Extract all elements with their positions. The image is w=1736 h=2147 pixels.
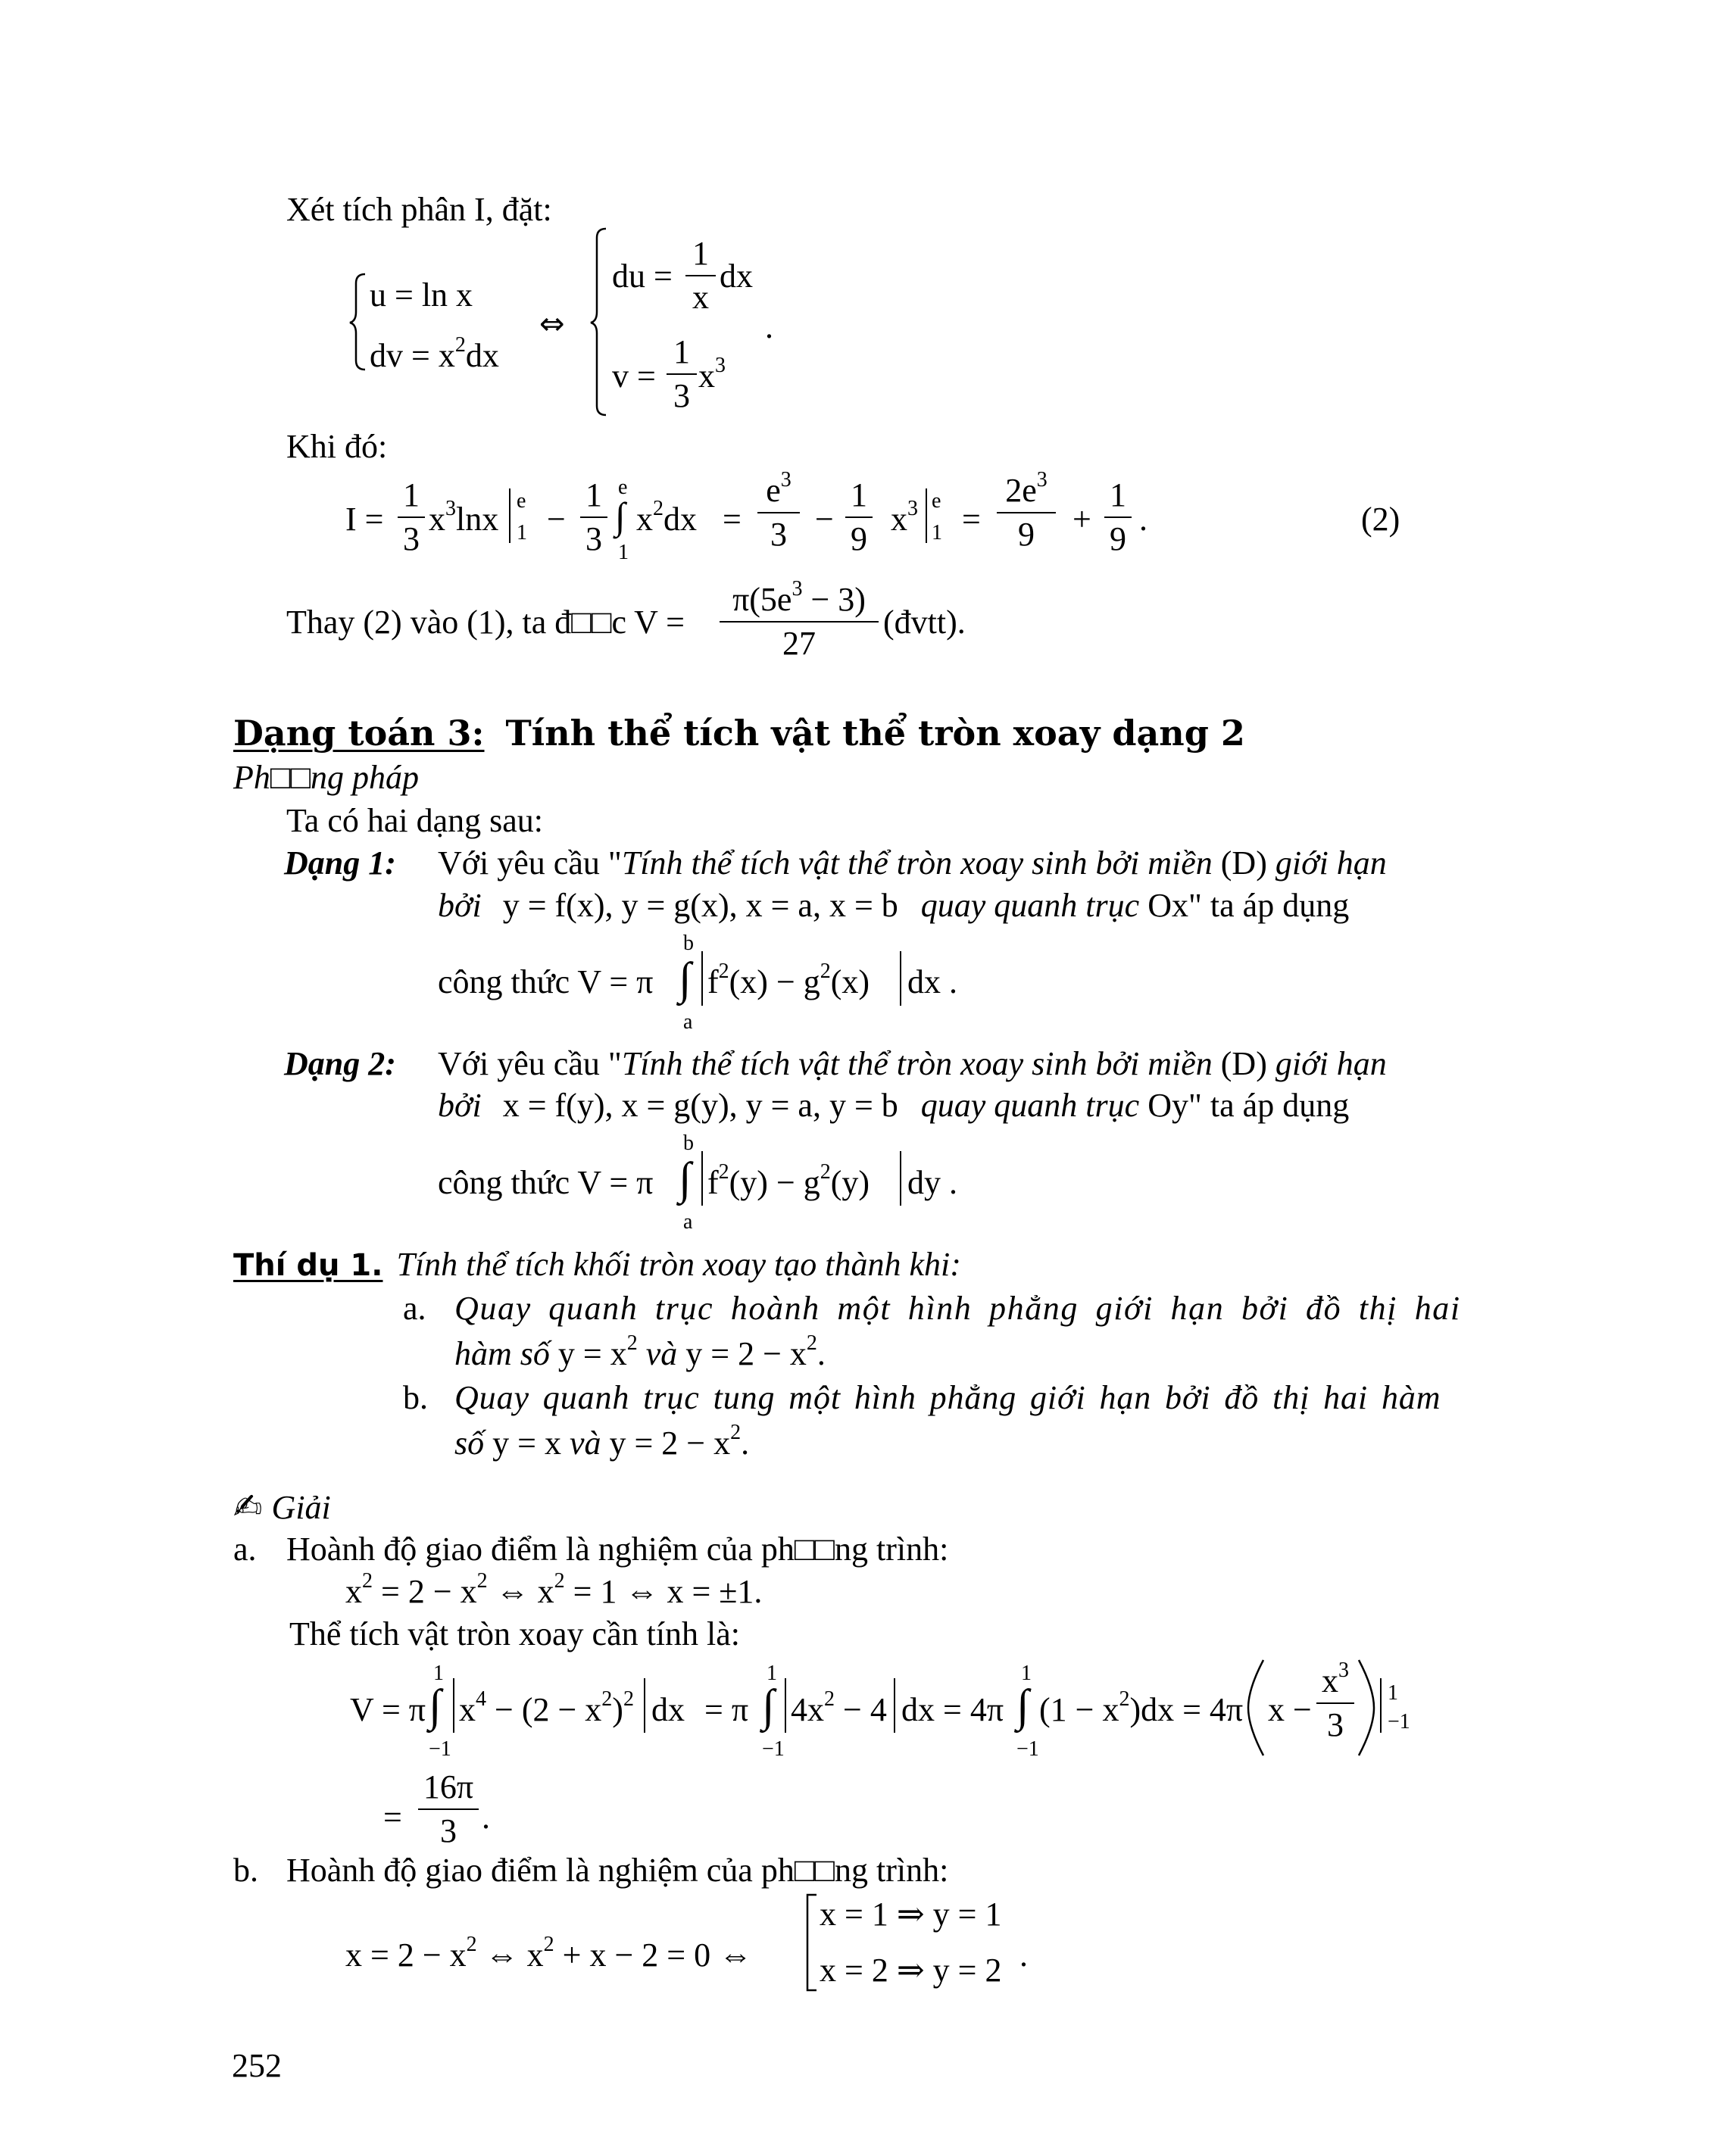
thay-text: Thay (2) vào (1), ta đ□□c V = [286,604,685,641]
thidu-label: Thí dụ 1. [233,1248,383,1283]
page-number: 252 [232,2047,282,2084]
dang1-int-up: b [683,932,694,955]
thidu-a-line2: hàm số $y = x^2$ và $y = 2 - x^2$. [454,1331,826,1372]
sys-dv: dv = $x^2dx$ [370,333,499,374]
dang1-dx: dx . [907,963,957,1000]
sol-a-the-tich: Thể tích vật tròn xoay cần tính là: [289,1615,741,1652]
khido-term1: $x^3\ln x$ [429,497,499,538]
thidu-b-line2: số y = x và $y = 2 - x^2$. [454,1421,750,1462]
equiv-symbol: ⇔ [539,307,565,342]
dang3-title: Tính thể tích vật thể tròn xoay dạng 2 [505,713,1245,754]
intro-period: . [765,308,773,345]
khido-dot: . [1139,501,1147,538]
sol-a-integrand-1: $x^4 - (2 - x^2)^2$ [459,1687,634,1728]
dang2-label: Dạng 2: [284,1045,396,1082]
sol-a-abs2-left [785,1678,788,1733]
khido-frac-6: 1 9 [1104,479,1132,556]
left-brace-system [350,273,367,371]
sys-u: u = ln x [370,276,473,314]
eval-bar-1 [509,488,513,543]
eval-up-1: e [517,489,526,513]
v-lhs: v = [612,357,656,395]
khido-label: Khi đó: [286,428,388,465]
sol-a-x3-fraction: $x^3$ 3 [1316,1665,1354,1742]
eval-lo-1: 1 [517,521,527,545]
eval-bar-2 [926,488,929,543]
v-fraction: 1 3 [667,335,697,413]
sol-a-result-dot: . [482,1799,490,1836]
sol-a-integrand-2: $4x^2 - 4$ [791,1687,887,1728]
phuong-phap: Ph□□ng pháp [233,759,420,796]
sol-b-equation: $x = 2 - x^2$ ⇔ $x^2 + x - 2 = 0$ ⇔ [345,1933,753,1974]
sol-a-integral-1: ∫ [429,1680,442,1730]
giai-label: Giải [271,1489,331,1526]
dang1-int-lo: a [683,1010,693,1034]
sol-b-case-1: x = 1 ⇒ y = 1 [820,1896,1002,1933]
sol-b-label: b. [233,1852,258,1889]
intro-text: Xét tích phân I, đặt: [286,191,552,228]
sol-a-x-minus: x − [1268,1691,1312,1728]
khido-frac-3: $e^3$ 3 [757,474,800,551]
thidu-b-label: b. [403,1379,428,1416]
khido-term3: $x^3$ [891,497,918,538]
dang2-dy: dy . [907,1164,957,1201]
dang2-abs-left [701,1151,705,1206]
dang1-label: Dạng 1: [284,844,396,882]
dang1-line1: Với yêu cầu "Tính thể tích vật thể tròn xoay sinh bởi miền (D) giới hạn [438,844,1387,882]
khido-eq-1: = [723,501,742,538]
dang1-integrand: $f^2(x) - g^2(x)$ [707,960,870,1000]
sol-a-integral-3: ∫ [1016,1680,1029,1730]
dang1-abs-right [900,951,904,1006]
sol-a-abs2-right [894,1678,898,1733]
khido-frac-4: 1 9 [845,479,873,556]
khido-frac-5: $2e^3$ 9 [997,474,1056,551]
pen-icon: ✍ [233,1486,263,1527]
dang3-heading [233,713,1245,754]
dang2-line1: Với yêu cầu "Tính thể tích vật thể tròn xoay sinh bởi miền (D) giới hạn [438,1045,1387,1082]
du-lhs: du = [612,257,673,295]
sol-a-dx-2: dx = 4π [901,1691,1004,1728]
sol-a-int1-lo: −1 [429,1737,451,1761]
dang2-integrand: $f^2(y) - g^2(y)$ [707,1160,870,1201]
dang3-label: Dạng toán 3: [233,713,485,754]
khido-minus-2: − [815,501,834,538]
sol-a-V: V = π [350,1691,426,1728]
dang1-abs-left [701,951,705,1006]
equation-number-2: (2) [1361,501,1400,538]
khido-term2: $x^2dx$ [636,497,697,538]
I-equals: I = [345,501,384,538]
thidu-a-label: a. [403,1290,426,1327]
sol-a-int3-lo: −1 [1016,1737,1039,1761]
sol-b-dot: . [1019,1936,1028,1974]
dang1-line2: bởi y = f(x), y = g(x), x = a, x = b quay quanh trục Ox" ta áp dụng [438,887,1350,924]
integral-symbol-1: ∫ [615,495,626,537]
sol-a-eq-1: = π [704,1691,749,1728]
v-rhs: $x^3$ [698,354,726,395]
sol-a-eval-bar [1380,1678,1384,1733]
eval-up-2: e [932,489,941,513]
thidu-line [233,1248,961,1281]
thidu-text: Tính thể tích khối tròn xoay tạo thành khi: [396,1246,961,1283]
sol-a-paren-left [1247,1659,1265,1757]
sol-a-int1-up: 1 [433,1662,444,1685]
sol-a-int2-up: 1 [767,1662,777,1685]
khido-eq-2: = [962,501,981,538]
sol-a-paren-right [1357,1659,1375,1757]
sol-a-integrand-3: $(1 - x^2)dx = 4\pi$ [1039,1687,1244,1728]
int-lo-1: 1 [618,541,629,564]
sol-a-result-fraction: 16π 3 [418,1771,479,1848]
sol-b-case-2: x = 2 ⇒ y = 2 [820,1952,1002,1989]
sol-a-eval-lo: −1 [1388,1710,1410,1734]
eval-lo-2: 1 [932,521,942,545]
khido-frac-2: 1 3 [580,479,607,556]
sol-b-bracket [804,1893,818,1992]
dang2-integral-symbol: ∫ [679,1153,692,1203]
dang2-formula-lead: công thức V = π [438,1164,654,1201]
dang2-abs-right [900,1151,904,1206]
ta-co-hai-dang: Ta có hai dạng sau: [286,802,544,839]
sol-a-result-eq: = [383,1799,402,1836]
dang2-int-lo: a [683,1210,693,1234]
du-fraction: 1 x [685,237,716,314]
dang2-int-up: b [683,1131,694,1155]
sol-a-equation: $x^2 = 2 - x^2$ ⇔ $x^2 = 1$ ⇔ x = ±1. [345,1569,763,1610]
khido-minus-1: − [547,501,566,538]
sol-a-abs1-right [644,1678,648,1733]
du-dx: dx [720,257,753,295]
sol-a-label: a. [233,1531,257,1568]
sol-a-abs1-left [453,1678,457,1733]
int-up-1: e [618,476,628,499]
sol-a-int2-lo: −1 [762,1737,785,1761]
sol-b-line1: Hoành độ giao điểm là nghiệm của ph□□ng trình: [286,1852,949,1889]
thay-unit: (đvtt). [883,604,966,641]
thidu-b-line1: Quay quanh trục tung một hình phẳng giới hạn bởi đồ thị hai hàm [454,1379,1441,1416]
sol-a-line1: Hoành độ giao điểm là nghiệm của ph□□ng trình: [286,1531,949,1568]
right-brace-system [591,227,607,417]
dang2-line2: bởi x = f(y), x = g(y), y = a, y = b quay quanh trục Oy" ta áp dụng [438,1087,1350,1124]
giai-heading [233,1486,331,1527]
dang1-integral-symbol: ∫ [679,953,692,1003]
khido-plus: + [1073,501,1091,538]
thay-fraction: $\pi(5e^3 - 3)$ 27 [720,583,879,660]
khido-frac-1: 1 3 [398,479,425,556]
sol-a-int3-up: 1 [1021,1662,1032,1685]
dang1-formula-lead: công thức V = π [438,963,654,1000]
sol-a-integral-2: ∫ [762,1680,775,1730]
thidu-a-line1: Quay quanh trục hoành một hình phẳng giới hạn bởi đồ thị hai [454,1290,1461,1327]
sol-a-eval-up: 1 [1388,1681,1398,1705]
sol-a-dx-1: dx [651,1691,685,1728]
